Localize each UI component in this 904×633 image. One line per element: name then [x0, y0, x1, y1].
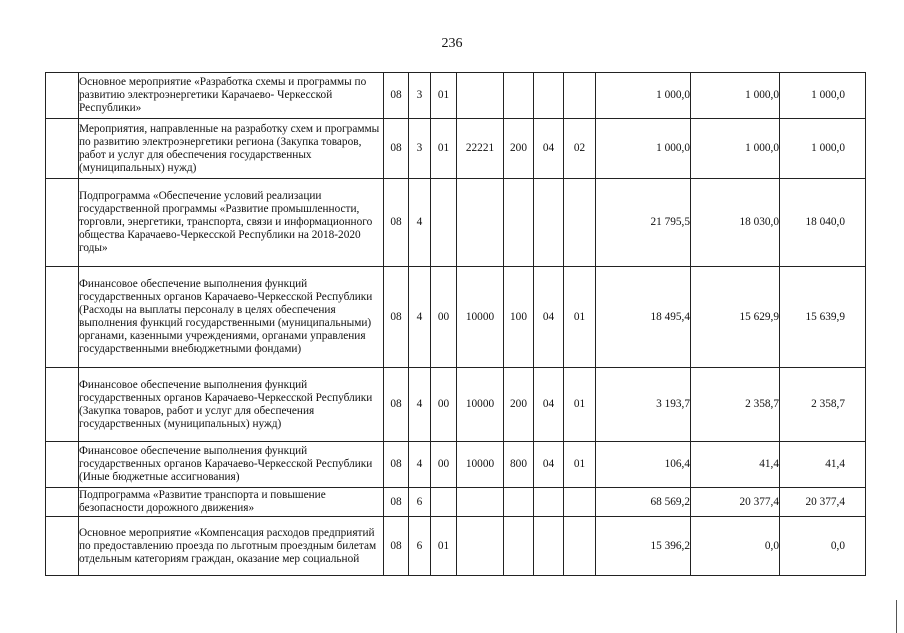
- amount-cell: 2 358,7: [780, 368, 866, 442]
- amount-cell: 20 377,4: [780, 488, 866, 517]
- code-cell: 3: [409, 73, 431, 119]
- code-cell: [534, 73, 564, 119]
- row-marker-cell: [46, 368, 79, 442]
- code-cell: 08: [384, 488, 409, 517]
- code-cell: 22221: [457, 119, 504, 179]
- code-cell: 100: [504, 267, 534, 368]
- amount-cell: 41,4: [780, 442, 866, 488]
- table-row: [46, 442, 866, 488]
- table-row: [46, 488, 866, 517]
- amount-cell: 20 377,4: [691, 488, 780, 517]
- code-cell: [457, 488, 504, 517]
- code-cell: 01: [431, 119, 457, 179]
- amount-cell: 18 040,0: [780, 179, 866, 267]
- code-cell: 08: [384, 442, 409, 488]
- code-cell: 01: [564, 267, 596, 368]
- table-row: [46, 517, 866, 576]
- row-marker-cell: [46, 517, 79, 576]
- table-row: [46, 73, 866, 119]
- code-cell: 01: [564, 442, 596, 488]
- code-cell: [564, 179, 596, 267]
- amount-cell: 0,0: [780, 517, 866, 576]
- code-cell: [457, 73, 504, 119]
- code-cell: [457, 517, 504, 576]
- code-cell: 4: [409, 442, 431, 488]
- code-cell: [504, 488, 534, 517]
- amount-cell: 1 000,0: [780, 73, 866, 119]
- item-name: Основное мероприятие «Компенсация расходов предприятий по предоставлению проезда по льготным проездным билетам отдельным категориям граждан, оказание мер социальной: [79, 517, 384, 576]
- code-cell: 800: [504, 442, 534, 488]
- item-name: Мероприятия, направленные на разработку схем и программы по развитию электроэнергетики региона (Закупка товаров, работ и услуг для обеспечения государственных (муниципальных) нужд): [79, 119, 384, 179]
- code-cell: 08: [384, 368, 409, 442]
- row-marker-cell: [46, 73, 79, 119]
- code-cell: [431, 179, 457, 267]
- amount-cell: 15 629,9: [691, 267, 780, 368]
- amount-cell: 1 000,0: [691, 119, 780, 179]
- amount-cell: 21 795,5: [596, 179, 691, 267]
- code-cell: 01: [564, 368, 596, 442]
- page-number: 236: [441, 36, 463, 51]
- code-cell: 6: [409, 488, 431, 517]
- code-cell: 08: [384, 179, 409, 267]
- code-cell: [431, 488, 457, 517]
- budget-table: [45, 72, 866, 576]
- code-cell: [534, 517, 564, 576]
- code-cell: 00: [431, 267, 457, 368]
- code-cell: 08: [384, 119, 409, 179]
- amount-cell: 1 000,0: [596, 73, 691, 119]
- code-cell: 6: [409, 517, 431, 576]
- amount-cell: 1 000,0: [596, 119, 691, 179]
- amount-cell: 15 639,9: [780, 267, 866, 368]
- item-name: Основное мероприятие «Разработка схемы и программы по развитию электроэнергетики Карачаево- Черкесской Республики»: [79, 73, 384, 119]
- code-cell: 200: [504, 368, 534, 442]
- amount-cell: 1 000,0: [780, 119, 866, 179]
- table-row: [46, 119, 866, 179]
- amount-cell: 0,0: [691, 517, 780, 576]
- row-marker-cell: [46, 267, 79, 368]
- row-marker-cell: [46, 488, 79, 517]
- code-cell: 4: [409, 267, 431, 368]
- code-cell: [534, 488, 564, 517]
- code-cell: [564, 488, 596, 517]
- code-cell: 04: [534, 119, 564, 179]
- item-name: Подпрограмма «Обеспечение условий реализации государственной программы «Развитие промышленности, торговли, энергетики, транспорта, связи и информационного общества Карачаево-Черкесской Республики на 2018-2020 годы»: [79, 179, 384, 267]
- code-cell: 10000: [457, 442, 504, 488]
- amount-cell: 2 358,7: [691, 368, 780, 442]
- amount-cell: 106,4: [596, 442, 691, 488]
- amount-cell: 18 030,0: [691, 179, 780, 267]
- row-marker-cell: [46, 119, 79, 179]
- amount-cell: 68 569,2: [596, 488, 691, 517]
- item-name: Финансовое обеспечение выполнения функций государственных органов Карачаево-Черкесской Республики (Иные бюджетные ассигнования): [79, 442, 384, 488]
- amount-cell: 3 193,7: [596, 368, 691, 442]
- code-cell: 08: [384, 267, 409, 368]
- table-row: [46, 179, 866, 267]
- code-cell: [564, 517, 596, 576]
- amount-cell: 41,4: [691, 442, 780, 488]
- table-row: [46, 368, 866, 442]
- code-cell: 01: [431, 73, 457, 119]
- code-cell: 04: [534, 267, 564, 368]
- code-cell: [534, 179, 564, 267]
- code-cell: 02: [564, 119, 596, 179]
- scan-edge-mark: [896, 600, 897, 633]
- code-cell: 00: [431, 442, 457, 488]
- amount-cell: 18 495,4: [596, 267, 691, 368]
- amount-cell: 1 000,0: [691, 73, 780, 119]
- table-row: [46, 267, 866, 368]
- item-name: Финансовое обеспечение выполнения функций государственных органов Карачаево-Черкесской Республики (Расходы на выплаты персоналу в целях обеспечения выполнения функций государственными (муниципальными) органами, казенными учреждениями, органами управления государственными внебюджетными фондами): [79, 267, 384, 368]
- code-cell: 08: [384, 517, 409, 576]
- code-cell: 4: [409, 368, 431, 442]
- item-name: Финансовое обеспечение выполнения функций государственных органов Карачаево-Черкесской Республики (Закупка товаров, работ и услуг для обеспечения государственных (муниципальных) нужд): [79, 368, 384, 442]
- code-cell: 200: [504, 119, 534, 179]
- code-cell: 10000: [457, 368, 504, 442]
- code-cell: 04: [534, 368, 564, 442]
- code-cell: [457, 179, 504, 267]
- amount-cell: 15 396,2: [596, 517, 691, 576]
- code-cell: 10000: [457, 267, 504, 368]
- item-name: Подпрограмма «Развитие транспорта и повышение безопасности дорожного движения»: [79, 488, 384, 517]
- row-marker-cell: [46, 442, 79, 488]
- row-marker-cell: [46, 179, 79, 267]
- code-cell: 04: [534, 442, 564, 488]
- code-cell: [504, 179, 534, 267]
- code-cell: 4: [409, 179, 431, 267]
- code-cell: 01: [431, 517, 457, 576]
- code-cell: [504, 517, 534, 576]
- code-cell: 00: [431, 368, 457, 442]
- code-cell: [564, 73, 596, 119]
- code-cell: [504, 73, 534, 119]
- code-cell: 3: [409, 119, 431, 179]
- code-cell: 08: [384, 73, 409, 119]
